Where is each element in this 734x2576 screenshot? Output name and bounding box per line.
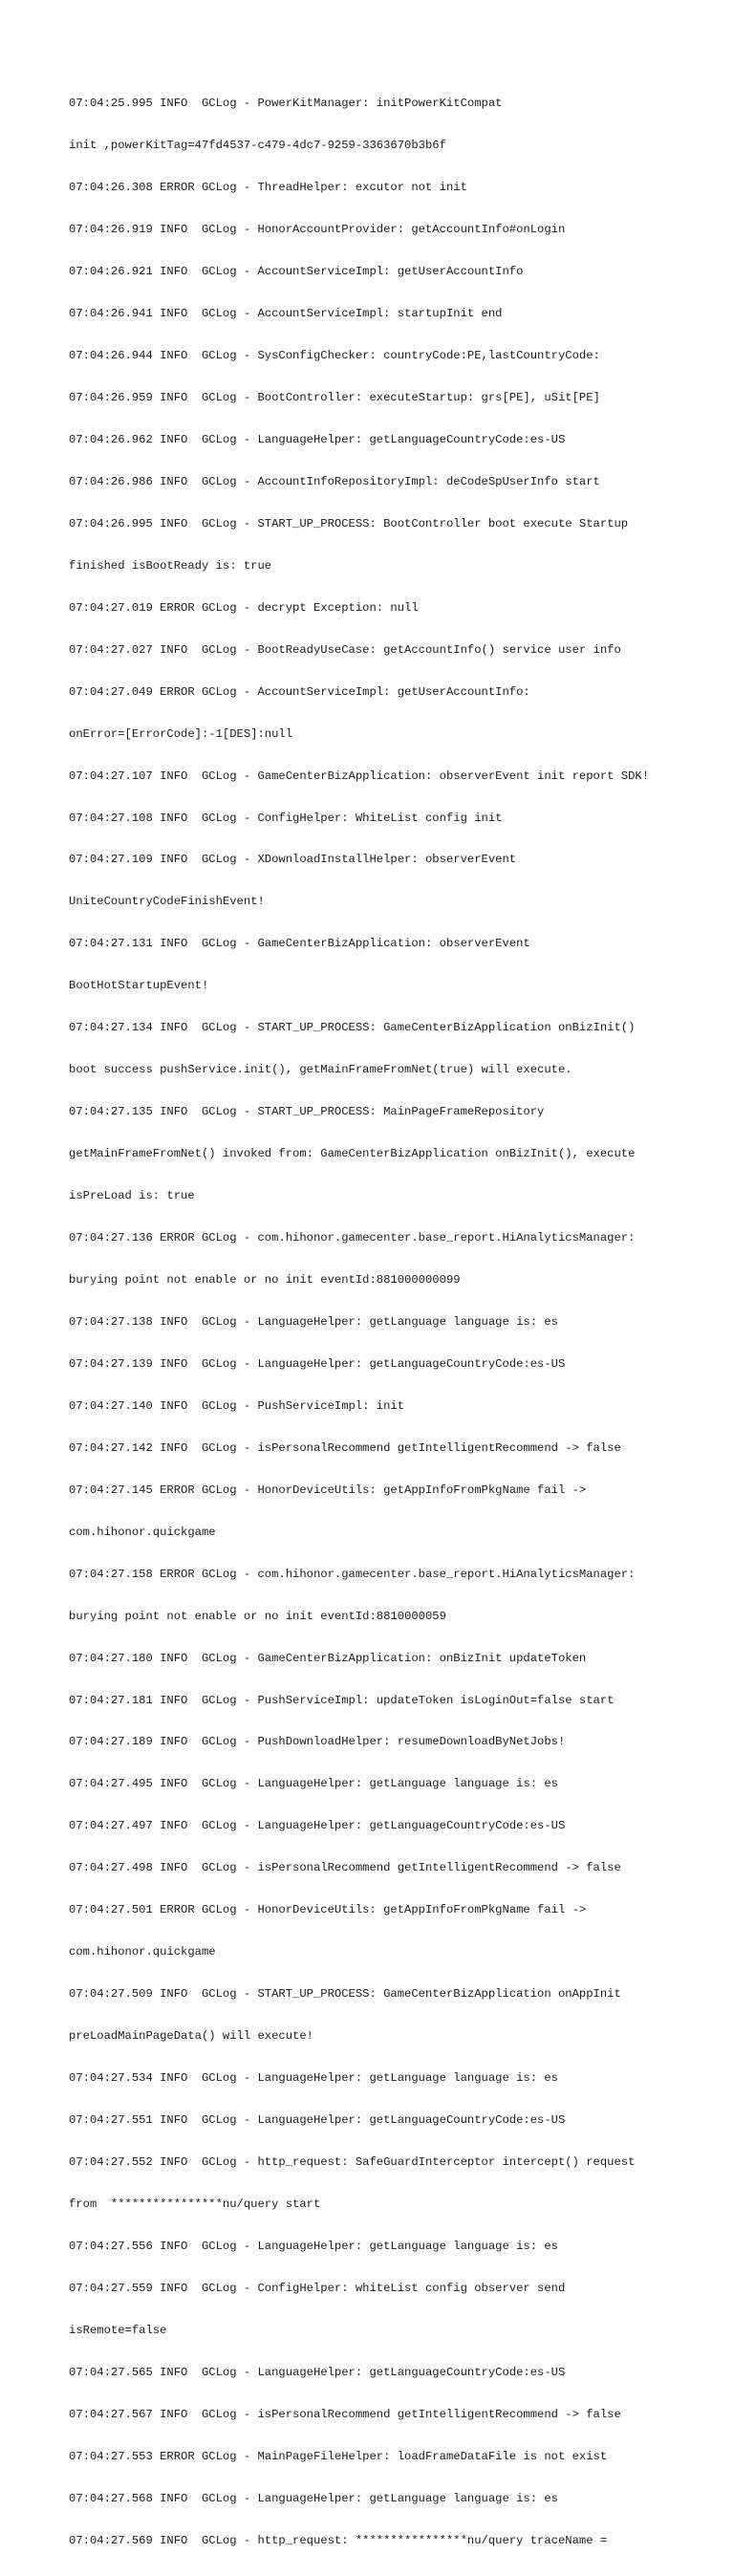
log-line: 07:04:26.921 INFO GCLog - AccountServiceImpl: getUserAccountInfo: [69, 265, 524, 279]
log-line: 07:04:27.136 ERROR GCLog - com.hihonor.gamecenter.base_report.HiAnalyticsManager:: [69, 1231, 636, 1245]
log-line: 07:04:27.569 INFO GCLog - http_request: ****************nu/query traceName =: [69, 2533, 608, 2547]
log-line: 07:04:27.134 INFO GCLog - START_UP_PROCESS: GameCenterBizApplication onBizInit(): [69, 1021, 636, 1035]
log-line: 07:04:27.565 INFO GCLog - LanguageHelper: getLanguageCountryCode:es-US: [69, 2365, 566, 2379]
log-line: burying point not enable or no init eventId:881000000099: [69, 1273, 461, 1287]
log-line: 07:04:27.158 ERROR GCLog - com.hihonor.gamecenter.base_report.HiAnalyticsManager:: [69, 1567, 636, 1581]
log-line: 07:04:27.019 ERROR GCLog - decrypt Exception: null: [69, 600, 419, 615]
log-line: 07:04:27.568 INFO GCLog - LanguageHelper: getLanguage language is: es: [69, 2491, 558, 2505]
log-line: 07:04:27.138 INFO GCLog - LanguageHelper: getLanguage language is: es: [69, 1314, 558, 1329]
log-line: burying point not enable or no init eventId:8810000059: [69, 1609, 446, 1623]
log-line: com.hihonor.quickgame: [69, 1945, 216, 1959]
log-line: 07:04:27.135 INFO GCLog - START_UP_PROCESS: MainPageFrameRepository: [69, 1105, 545, 1119]
log-line: 07:04:27.556 INFO GCLog - LanguageHelper: getLanguage language is: es: [69, 2239, 558, 2253]
log-line: 07:04:27.551 INFO GCLog - LanguageHelper: getLanguageCountryCode:es-US: [69, 2113, 566, 2128]
log-line: UniteCountryCodeFinishEvent!: [69, 895, 265, 909]
log-line: preLoadMainPageData() will execute!: [69, 2029, 313, 2044]
log-line: 07:04:26.919 INFO GCLog - HonorAccountProvider: getAccountInfo#onLogin: [69, 223, 566, 237]
log-line: 07:04:27.180 INFO GCLog - GameCenterBizApplication: onBizInit updateToken: [69, 1651, 587, 1665]
log-line: boot success pushService.init(), getMainFrameFromNet(true) will execute.: [69, 1063, 572, 1077]
log-line: isRemote=false: [69, 2323, 167, 2337]
log-line: init ,powerKitTag=47fd4537-c479-4dc7-9259-3363670b3b6f: [69, 139, 446, 153]
log-line: 07:04:27.181 INFO GCLog - PushServiceImpl: updateToken isLoginOut=false start: [69, 1693, 615, 1707]
log-text-block: [69, 69, 680, 2576]
log-line: 07:04:26.959 INFO GCLog - BootController: executeStartup: grs[PE], uSit[PE]: [69, 390, 600, 404]
log-line: 07:04:26.308 ERROR GCLog - ThreadHelper: excutor not init: [69, 181, 467, 195]
log-line: getMainFrameFromNet() invoked from: GameCenterBizApplication onBizInit(), execute: [69, 1147, 636, 1161]
log-line: 07:04:27.497 INFO GCLog - LanguageHelper: getLanguageCountryCode:es-US: [69, 1819, 566, 1833]
log-line: 07:04:27.553 ERROR GCLog - MainPageFileHelper: loadFrameDataFile is not exist: [69, 2449, 608, 2463]
log-line: 07:04:27.131 INFO GCLog - GameCenterBizApplication: observerEvent: [69, 937, 530, 951]
log-line: 07:04:27.498 INFO GCLog - isPersonalRecommend getIntelligentRecommend -> false: [69, 1861, 621, 1875]
log-line: 07:04:27.108 INFO GCLog - ConfigHelper: WhiteList config init: [69, 811, 503, 825]
log-line: from ****************nu/query start: [69, 2197, 321, 2211]
log-line: 07:04:27.027 INFO GCLog - BootReadyUseCase: getAccountInfo() service user info: [69, 642, 621, 657]
log-line: com.hihonor.quickgame: [69, 1525, 216, 1539]
log-line: 07:04:25.995 INFO GCLog - PowerKitManager: initPowerKitCompat: [69, 97, 503, 111]
log-line: BootHotStartupEvent!: [69, 979, 209, 993]
log-line: 07:04:26.995 INFO GCLog - START_UP_PROCESS: BootController boot execute Startup: [69, 516, 629, 530]
log-line: 07:04:27.142 INFO GCLog - isPersonalRecommend getIntelligentRecommend -> false: [69, 1440, 621, 1455]
log-line: 07:04:27.495 INFO GCLog - LanguageHelper: getLanguage language is: es: [69, 1777, 558, 1791]
log-line: 07:04:27.509 INFO GCLog - START_UP_PROCESS: GameCenterBizApplication onAppInit: [69, 1987, 621, 2002]
log-line: 07:04:26.941 INFO GCLog - AccountServiceImpl: startupInit end: [69, 307, 503, 321]
log-line: 07:04:27.559 INFO GCLog - ConfigHelper: whiteList config observer send: [69, 2281, 566, 2295]
log-line: onError=[ErrorCode]:-1[DES]:null: [69, 726, 293, 741]
log-line: 07:04:27.140 INFO GCLog - PushServiceImpl: init: [69, 1398, 405, 1413]
log-line: 07:04:27.189 INFO GCLog - PushDownloadHelper: resumeDownloadByNetJobs!: [69, 1735, 566, 1749]
log-line: 07:04:27.534 INFO GCLog - LanguageHelper: getLanguage language is: es: [69, 2071, 558, 2086]
log-line: 07:04:27.567 INFO GCLog - isPersonalRecommend getIntelligentRecommend -> false: [69, 2407, 621, 2421]
log-line: isPreLoad is: true: [69, 1189, 195, 1203]
log-line: 07:04:26.944 INFO GCLog - SysConfigChecker: countryCode:PE,lastCountryCode:: [69, 349, 600, 363]
log-line: 07:04:27.552 INFO GCLog - http_request: SafeGuardInterceptor intercept() request: [69, 2155, 636, 2170]
log-line: 07:04:26.986 INFO GCLog - AccountInfoRepositoryImpl: deCodeSpUserInfo start: [69, 474, 600, 488]
log-line: 07:04:27.139 INFO GCLog - LanguageHelper: getLanguageCountryCode:es-US: [69, 1356, 566, 1371]
log-line: finished isBootReady is: true: [69, 558, 272, 573]
log-line: 07:04:27.049 ERROR GCLog - AccountServiceImpl: getUserAccountInfo:: [69, 684, 530, 699]
log-line: 07:04:27.109 INFO GCLog - XDownloadInstallHelper: observerEvent: [69, 853, 517, 867]
log-line: 07:04:27.107 INFO GCLog - GameCenterBizApplication: observerEvent init report SDK!: [69, 768, 650, 783]
log-line: 07:04:26.962 INFO GCLog - LanguageHelper: getLanguageCountryCode:es-US: [69, 432, 566, 446]
log-line: 07:04:27.145 ERROR GCLog - HonorDeviceUtils: getAppInfoFromPkgName fail ->: [69, 1483, 587, 1497]
log-line: 07:04:27.501 ERROR GCLog - HonorDeviceUtils: getAppInfoFromPkgName fail ->: [69, 1903, 587, 1917]
